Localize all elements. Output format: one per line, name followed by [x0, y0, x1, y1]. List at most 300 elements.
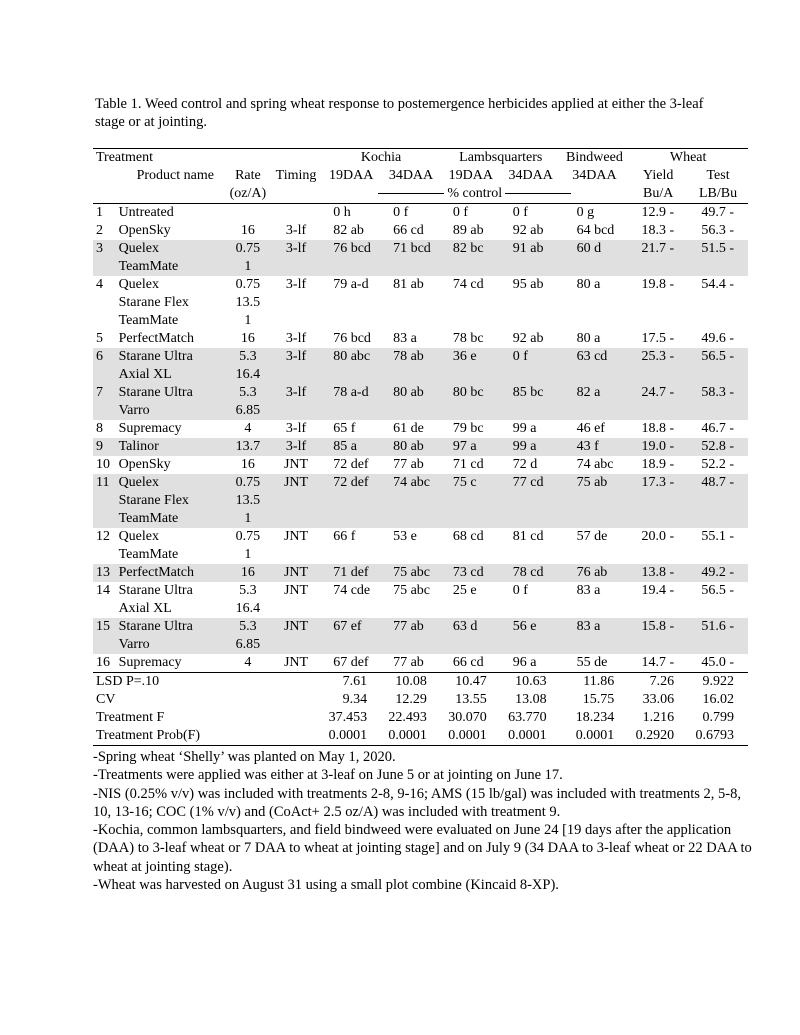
stat-label: Treatment Prob(F) [93, 727, 321, 746]
empty-cell [321, 312, 381, 330]
empty-cell [441, 366, 501, 384]
kochia-19daa-value: 67 def [333, 655, 369, 670]
bindweed-34daa-value: 80 a [576, 277, 601, 292]
product-name: Axial XL [115, 366, 225, 384]
empty-cell [93, 492, 115, 510]
stat-value: 30.070 [448, 710, 487, 725]
timing-value: JNT [283, 457, 309, 472]
treatment-group [93, 204, 748, 223]
lambsquarters-19daa-value: 78 bc [452, 331, 484, 346]
empty-cell [271, 636, 321, 654]
table-row [93, 222, 748, 240]
table-row [93, 348, 748, 366]
yield-value: 15.8 - [628, 618, 688, 636]
table-row [93, 654, 748, 673]
bindweed-34daa-value: 46 ef [576, 421, 605, 436]
kochia-34daa-value: 0 f [393, 205, 409, 220]
kochia-34daa-value: 80 ab [381, 384, 441, 402]
stat-value: 13.55 [455, 692, 487, 707]
empty-cell [441, 510, 501, 528]
table-row [93, 456, 748, 474]
empty-cell [561, 402, 629, 420]
empty-cell [501, 258, 561, 276]
header-control-span [321, 185, 628, 204]
product-name: Quelex [118, 529, 159, 544]
empty-cell [271, 366, 321, 384]
table-row [93, 474, 748, 492]
timing-value: 3-lf [271, 240, 321, 258]
empty-cell [688, 546, 748, 564]
bindweed-34daa-value: 76 ab [561, 564, 629, 582]
rate-value: 6.85 [225, 402, 271, 420]
empty-cell [628, 402, 688, 420]
lambsquarters-19daa-value: 66 cd [452, 655, 484, 670]
header-test: Test [706, 168, 730, 183]
empty-cell [501, 600, 561, 618]
lambsquarters-19daa-value: 89 ab [452, 223, 484, 238]
treatment-number: 2 [96, 223, 103, 238]
footnote: -Wheat was harvested on August 31 using a small plot combine (Kincaid 8-XP). [93, 877, 559, 894]
lambsquarters-19daa-value: 0 f [452, 205, 469, 220]
header-yield: Yield [643, 168, 674, 183]
rate-value: 0.75 [225, 240, 271, 258]
kochia-19daa-value: 0 h [333, 205, 351, 220]
kochia-34daa-value: 75 abc [381, 564, 441, 582]
test-weight-value: 49.2 - [688, 564, 748, 582]
lambsquarters-34daa-value: 92 ab [512, 223, 544, 238]
product-name: Varro [115, 402, 225, 420]
lambsquarters-34daa-value: 95 ab [512, 277, 544, 292]
table-row [93, 204, 748, 223]
stat-value: 0.0001 [501, 727, 561, 746]
empty-cell [561, 492, 629, 510]
stat-label: Treatment F [96, 710, 165, 725]
table-row [93, 384, 748, 402]
yield-value: 17.3 - [628, 474, 688, 492]
empty-cell [381, 600, 441, 618]
test-weight-value: 56.5 - [688, 348, 748, 366]
rate-value: 4 [244, 421, 252, 436]
empty-cell [321, 636, 381, 654]
empty-cell [321, 510, 381, 528]
empty-cell [381, 492, 441, 510]
stat-value: 13.08 [515, 692, 547, 707]
product-name: Starane Ultra [115, 384, 225, 402]
empty-cell [93, 402, 115, 420]
bindweed-34daa-value: 63 cd [561, 348, 629, 366]
empty-cell [501, 366, 561, 384]
rule-left [378, 193, 444, 194]
kochia-19daa-value: 65 f [333, 421, 356, 436]
product-name: TeamMate [118, 313, 179, 328]
treatment-number: 4 [96, 277, 103, 292]
stat-value: 37.453 [328, 710, 368, 725]
treatment-number: 10 [96, 457, 110, 472]
kochia-34daa-value: 71 bcd [381, 240, 441, 258]
rate-value: 1 [244, 313, 252, 328]
table-title: Table 1. Weed control and spring wheat response to postemergence herbicides applied at either the 3-leaf stage or at jointing. [95, 96, 704, 130]
timing-value: 3-lf [285, 223, 307, 238]
stat-value: 10.63 [501, 673, 561, 692]
treatment-number: 3 [93, 240, 115, 258]
header-test-unit: LB/Bu [688, 185, 748, 204]
empty-cell [688, 258, 748, 276]
table-row [93, 636, 748, 654]
yield-value: 19.4 - [641, 583, 675, 598]
empty-cell [93, 258, 115, 276]
empty-cell [271, 294, 321, 312]
header-rate-unit: (oz/A) [225, 185, 271, 204]
kochia-34daa-value: 53 e [393, 529, 417, 544]
treatment-group [93, 438, 748, 456]
stat-value: 0.0001 [561, 727, 629, 746]
empty-cell [688, 636, 748, 654]
lambsquarters-34daa-value: 92 ab [512, 331, 544, 346]
stat-value: 9.922 [688, 673, 748, 692]
timing-value: JNT [283, 583, 309, 598]
kochia-19daa-value: 76 bcd [333, 331, 371, 346]
treatment-group [93, 618, 748, 654]
rate-value: 6.85 [225, 636, 271, 654]
header-kochia-19daa: 19DAA [328, 168, 374, 183]
product-name: Axial XL [118, 601, 172, 616]
rate-value: 1 [225, 258, 271, 276]
stat-value: 0.0001 [321, 727, 381, 746]
empty-cell [271, 492, 321, 510]
empty-cell [628, 258, 688, 276]
treatment-number: 13 [93, 564, 115, 582]
timing-value: 3-lf [271, 384, 321, 402]
rate-value: 5.3 [225, 348, 271, 366]
kochia-34daa-value: 74 abc [381, 474, 441, 492]
yield-value: 14.7 - [641, 655, 675, 670]
stat-value: 33.06 [642, 692, 675, 707]
kochia-34daa-value: 66 cd [393, 223, 424, 238]
stat-value: 15.75 [582, 692, 615, 707]
kochia-19daa-value: 74 cde [333, 583, 371, 598]
empty-cell [688, 312, 748, 330]
rate-value: 5.3 [239, 583, 257, 598]
bindweed-34daa-value: 55 de [576, 655, 608, 670]
lambsquarters-34daa-value: 77 cd [501, 474, 561, 492]
footnote: -Spring wheat ‘Shelly’ was planted on May 1, 2020. [93, 749, 396, 765]
treatment-group [93, 582, 748, 618]
test-weight-value: 49.6 - [701, 331, 734, 346]
table-row [93, 546, 748, 564]
empty-cell [93, 294, 115, 312]
test-weight-value: 51.6 - [688, 618, 748, 636]
empty-cell [441, 492, 501, 510]
kochia-34daa-value: 61 de [393, 421, 424, 436]
stat-value: 9.34 [342, 692, 368, 707]
header-row-columns [93, 167, 748, 185]
stat-value: 16.02 [702, 692, 734, 707]
bindweed-34daa-value: 0 g [576, 205, 595, 220]
yield-value: 17.5 - [641, 331, 675, 346]
product-name: Untreated [118, 205, 174, 220]
footnote: -Kochia, common lambsquarters, and field bindweed were evaluated on June 24 [19 days after the application (DAA) to 3-leaf wheat or 7 DAA to wheat at jointing stage] and on July 9 (34 DAA to 3-leaf wheat or 22 DAA to wheat at jointing stage). [93, 822, 752, 875]
header-row-groups [93, 149, 748, 168]
kochia-19daa-value: 72 def [333, 457, 369, 472]
empty-cell [501, 510, 561, 528]
treatment-group [93, 528, 748, 564]
table-row [93, 258, 748, 276]
stat-value: 7.61 [321, 673, 381, 692]
product-name: Starane Ultra [115, 348, 225, 366]
kochia-19daa-value: 76 bcd [321, 240, 381, 258]
product-name: Quelex [115, 474, 225, 492]
yield-value: 19.8 - [641, 277, 675, 292]
kochia-34daa-value: 77 ab [381, 618, 441, 636]
yield-value: 20.0 - [641, 529, 675, 544]
bindweed-34daa-value: 80 a [576, 331, 601, 346]
header-lambsquarters: Lambsquarters [441, 149, 561, 168]
empty-cell [501, 294, 561, 312]
table-row [93, 402, 748, 420]
empty-cell [628, 294, 688, 312]
empty-cell [501, 546, 561, 564]
treatment-group [93, 222, 748, 240]
treatment-number: 7 [93, 384, 115, 402]
lambsquarters-34daa-value: 0 f [512, 583, 528, 598]
footnote: -NIS (0.25% v/v) was included with treatments 2-8, 9-16; AMS (15 lb/gal) was included with treatments 2, 5-8, 10, 13-16; COC (1% v/v) and (CoAct+ 2.5 oz/A) was included with treatment 9. [93, 785, 741, 820]
empty-cell [271, 600, 321, 618]
empty-cell [501, 402, 561, 420]
product-name: TeamMate [115, 510, 225, 528]
product-name: PerfectMatch [115, 564, 225, 582]
empty-cell [271, 258, 321, 276]
bindweed-34daa-value: 75 ab [561, 474, 629, 492]
stat-value: 12.29 [395, 692, 427, 707]
lambsquarters-34daa-value: 81 cd [512, 529, 544, 544]
kochia-19daa-value: 80 abc [321, 348, 381, 366]
bindweed-34daa-value: 43 f [561, 438, 629, 456]
stat-value: 0.6793 [688, 727, 748, 746]
stat-value: 22.493 [388, 710, 427, 725]
rate-value: 16 [240, 223, 255, 238]
stat-row [93, 709, 748, 727]
empty-cell [628, 510, 688, 528]
empty-cell [561, 294, 629, 312]
table-row [93, 582, 748, 600]
yield-value: 24.7 - [628, 384, 688, 402]
empty-cell [321, 402, 381, 420]
treatment-number: 8 [96, 421, 103, 436]
footnote: -Treatments were applied was either at 3-leaf on June 5 or at jointing on June 17. [93, 767, 563, 784]
kochia-19daa-value: 66 f [333, 529, 356, 544]
bindweed-34daa-value: 83 a [576, 583, 601, 598]
header-lambsquarters-19daa: 19DAA [448, 168, 493, 183]
empty-cell [628, 492, 688, 510]
table-row [93, 564, 748, 582]
empty-cell [441, 294, 501, 312]
empty-cell [628, 366, 688, 384]
header-kochia-34daa: 34DAA [388, 168, 434, 183]
test-weight-value: 54.4 - [701, 277, 734, 292]
bindweed-34daa-value: 82 a [561, 384, 629, 402]
kochia-34daa-value: 75 abc [393, 583, 430, 598]
lambsquarters-34daa-value: 0 f [512, 205, 528, 220]
treatment-number: 15 [93, 618, 115, 636]
yield-value: 19.0 - [628, 438, 688, 456]
stat-value: 0.799 [702, 710, 734, 725]
header-bindweed-34daa: 34DAA [572, 168, 617, 183]
table-row [93, 420, 748, 438]
lambsquarters-19daa-value: 97 a [441, 438, 501, 456]
product-name: Starane Ultra [118, 583, 193, 598]
timing-value: JNT [271, 474, 321, 492]
empty-cell [93, 312, 115, 330]
timing-value: 3-lf [271, 348, 321, 366]
lambsquarters-34daa-value: 85 bc [501, 384, 561, 402]
timing-value: JNT [283, 655, 309, 670]
table-row [93, 276, 748, 294]
stat-row [93, 673, 748, 692]
timing-value: 3-lf [271, 438, 321, 456]
rate-value [225, 204, 271, 223]
test-weight-value: 51.5 - [688, 240, 748, 258]
empty-cell [688, 294, 748, 312]
lambsquarters-34daa-value: 78 cd [501, 564, 561, 582]
test-weight-value: 45.0 - [701, 655, 734, 670]
empty-cell [441, 402, 501, 420]
product-name: Starane Flex [118, 295, 189, 310]
product-name: Supremacy [118, 655, 182, 670]
table-row [93, 330, 748, 348]
kochia-34daa-value: 77 ab [393, 457, 424, 472]
empty-cell [561, 510, 629, 528]
empty-cell [628, 546, 688, 564]
yield-value: 18.3 - [641, 223, 675, 238]
header-bindweed: Bindweed [561, 149, 629, 168]
empty-cell [381, 636, 441, 654]
rate-value: 13.5 [235, 295, 261, 310]
product-name: Quelex [118, 277, 159, 292]
lambsquarters-19daa-value: 79 bc [452, 421, 484, 436]
treatment-group [93, 456, 748, 474]
rate-value: 5.3 [225, 618, 271, 636]
empty-cell [501, 492, 561, 510]
footnotes [93, 748, 753, 894]
treatment-number: 11 [93, 474, 115, 492]
empty-cell [688, 402, 748, 420]
product-name: Starane Ultra [115, 618, 225, 636]
rate-value: 0.75 [225, 474, 271, 492]
empty-cell [381, 294, 441, 312]
empty-cell [561, 546, 629, 564]
empty-cell [381, 258, 441, 276]
empty-cell [561, 258, 629, 276]
kochia-19daa-value: 85 a [321, 438, 381, 456]
empty-cell [381, 546, 441, 564]
treatment-group [93, 348, 748, 384]
empty-cell [501, 636, 561, 654]
empty-cell [271, 546, 321, 564]
rate-value: 16.4 [235, 601, 261, 616]
product-name: OpenSky [118, 457, 171, 472]
yield-value: 18.9 - [641, 457, 675, 472]
empty-cell [688, 366, 748, 384]
stat-value: 0.0001 [381, 727, 441, 746]
lambsquarters-34daa-value: 56 e [501, 618, 561, 636]
kochia-34daa-value: 83 a [393, 331, 417, 346]
empty-cell [441, 546, 501, 564]
table-row [93, 528, 748, 546]
yield-value: 21.7 - [628, 240, 688, 258]
table-row [93, 294, 748, 312]
lambsquarters-34daa-value: 96 a [512, 655, 537, 670]
empty-cell [628, 636, 688, 654]
lambsquarters-19daa-value: 63 d [441, 618, 501, 636]
test-weight-value: 52.2 - [701, 457, 734, 472]
kochia-34daa-value: 80 ab [381, 438, 441, 456]
empty-cell [321, 600, 381, 618]
empty-cell [688, 600, 748, 618]
table-row [93, 366, 748, 384]
empty-cell [271, 312, 321, 330]
empty-cell [441, 258, 501, 276]
bindweed-34daa-value: 60 d [561, 240, 629, 258]
empty-cell [321, 294, 381, 312]
empty-cell [321, 366, 381, 384]
test-weight-value: 55.1 - [701, 529, 734, 544]
stat-value: 10.08 [381, 673, 441, 692]
test-weight-value: 58.3 - [688, 384, 748, 402]
stat-value: 0.2920 [628, 727, 688, 746]
rate-value: 1 [244, 547, 252, 562]
treatment-group [93, 276, 748, 330]
empty-cell [93, 546, 115, 564]
empty-cell [688, 492, 748, 510]
treatment-group [93, 420, 748, 438]
stat-label: CV [96, 692, 116, 707]
treatment-number: 1 [96, 205, 103, 220]
stat-row [93, 691, 748, 709]
yield-value: 13.8 - [628, 564, 688, 582]
header-yield-unit: Bu/A [628, 185, 688, 204]
yield-value: 12.9 - [641, 205, 675, 220]
product-name: Supremacy [118, 421, 182, 436]
stat-label: LSD P=.10 [93, 673, 321, 692]
treatment-number: 14 [96, 583, 110, 598]
rate-value: 13.5 [225, 492, 271, 510]
lambsquarters-34daa-value: 99 a [512, 421, 537, 436]
timing-value: JNT [271, 618, 321, 636]
stat-row [93, 727, 748, 746]
timing-value: JNT [271, 564, 321, 582]
test-weight-value: 46.7 - [701, 421, 734, 436]
empty-cell [93, 366, 115, 384]
empty-cell [441, 312, 501, 330]
empty-cell [441, 636, 501, 654]
header-control-label: % control [447, 186, 503, 201]
empty-cell [628, 312, 688, 330]
rate-value: 16 [240, 457, 255, 472]
table-row [93, 240, 748, 258]
empty-cell [381, 510, 441, 528]
stat-rows [93, 673, 748, 746]
bindweed-34daa-value: 74 abc [576, 457, 614, 472]
header-timing: Timing [275, 168, 317, 183]
empty-cell [561, 600, 629, 618]
stat-value: 0.0001 [441, 727, 501, 746]
stat-value: 7.26 [628, 673, 688, 692]
empty-cell [501, 312, 561, 330]
kochia-19daa-value: 79 a-d [333, 277, 369, 292]
empty-cell [271, 402, 321, 420]
stat-value: 11.86 [561, 673, 629, 692]
timing-value [271, 204, 321, 223]
